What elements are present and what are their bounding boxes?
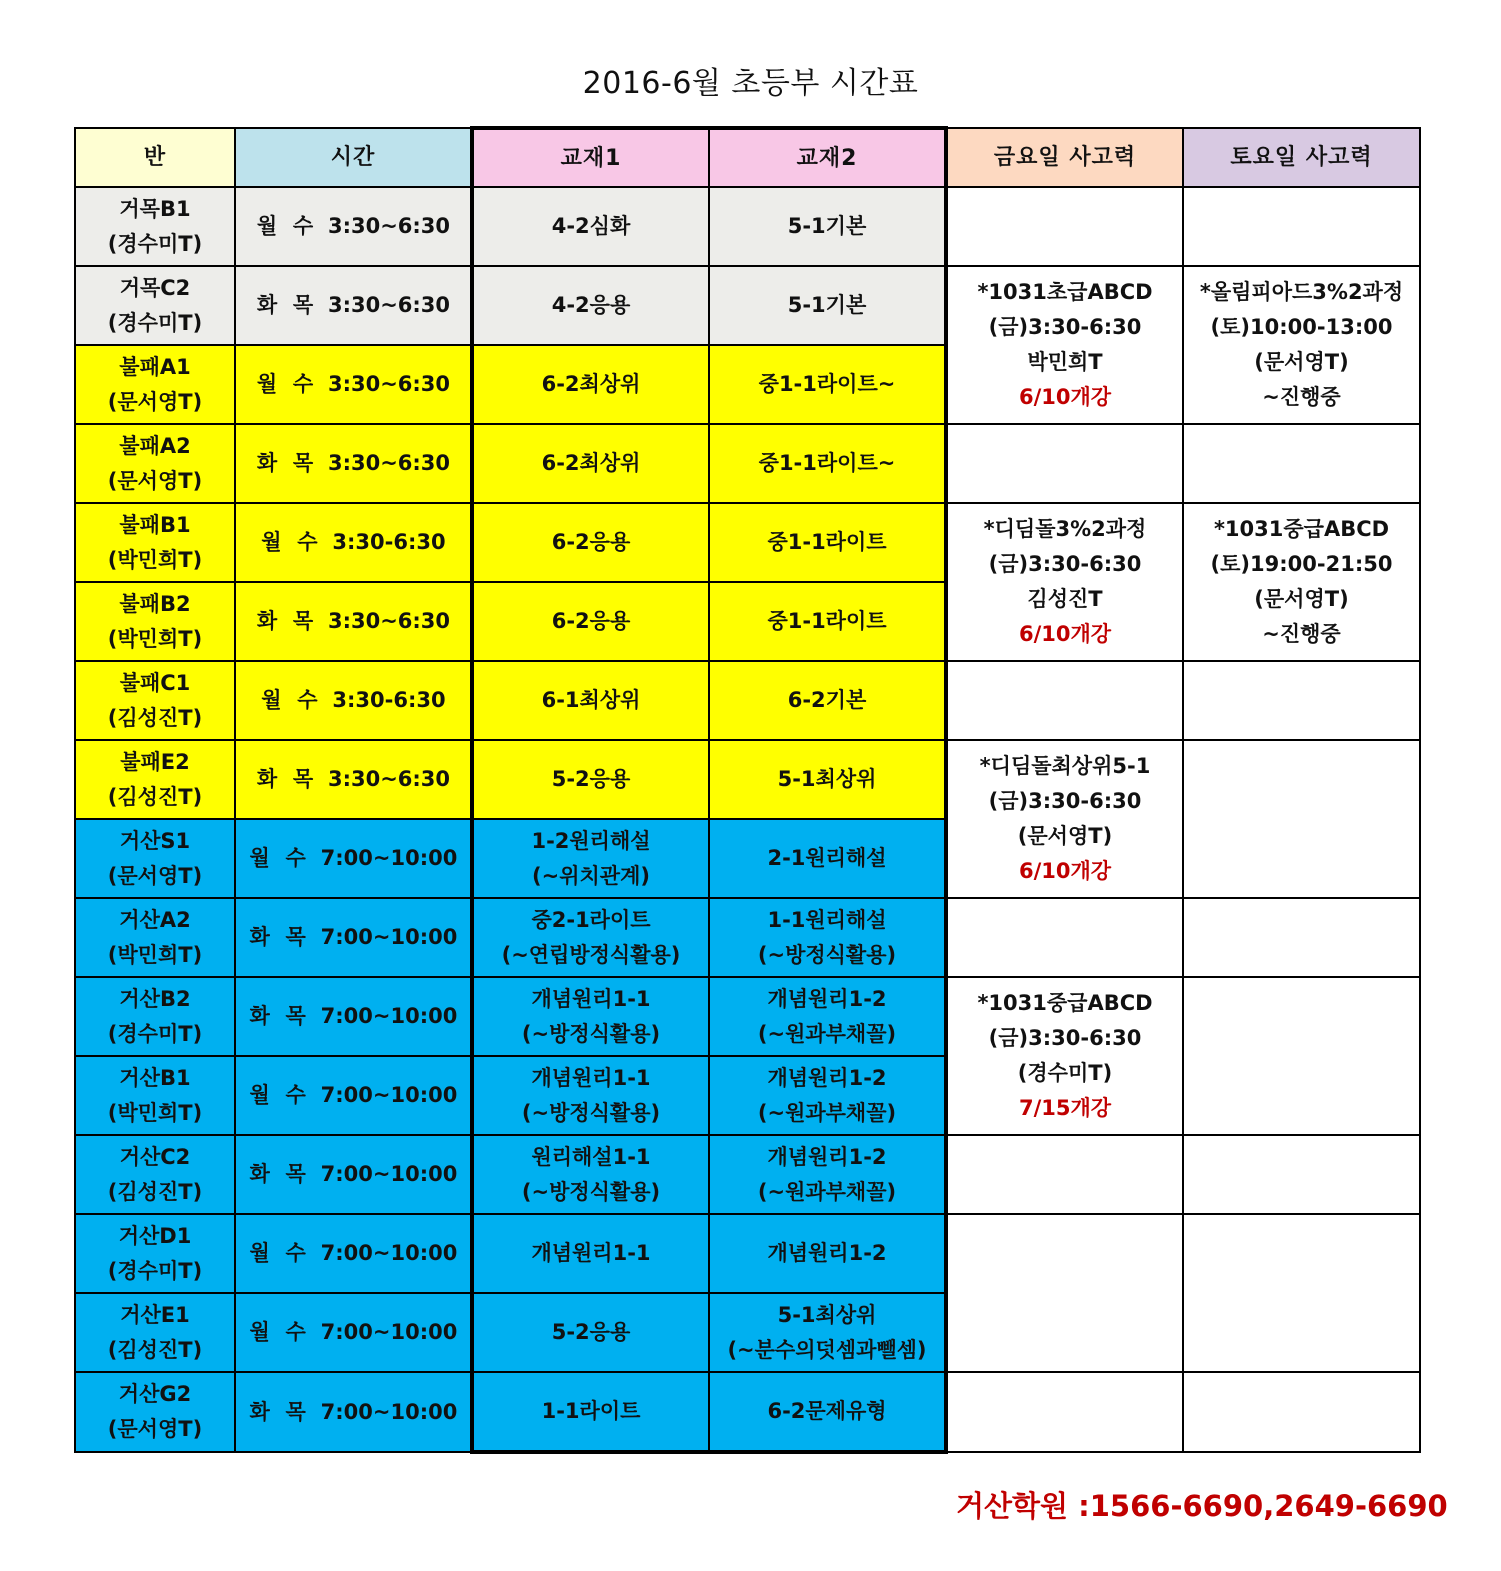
academy-contact: 거산학원 :1566-6690,2649-6690 (956, 1489, 1448, 1523)
book2-cell (709, 503, 946, 582)
time-cell (235, 1372, 472, 1452)
class-cell (75, 266, 235, 345)
book1-line: (~위치관계) (532, 863, 650, 888)
friday-cell (946, 1372, 1183, 1452)
book2-cell (709, 1372, 946, 1452)
day-label: 월 (261, 688, 282, 712)
day-label: 월 (249, 1241, 270, 1265)
time-range: 3:30~6:30 (327, 451, 451, 475)
friday-line: (금)3:30-6:30 (988, 552, 1142, 576)
day-label: 목 (292, 451, 314, 475)
day-label: 화 (256, 451, 278, 475)
day-label: 목 (292, 609, 314, 633)
header-class: 반 (75, 128, 235, 187)
friday-cell (946, 977, 1183, 1135)
schedule-row (75, 661, 1420, 740)
class-teacher: (문서영T) (107, 389, 203, 414)
time-range: 3:30-6:30 (332, 688, 446, 712)
book2-cell (709, 898, 946, 977)
class-cell (75, 345, 235, 424)
time-range: 7:00~10:00 (320, 1320, 458, 1344)
class-name: 불패B2 (119, 591, 191, 616)
book2-cell (709, 977, 946, 1056)
time-cell (235, 977, 472, 1056)
day-label: 수 (292, 214, 314, 238)
book1-line: 6-2응용 (551, 530, 631, 554)
header-saturday: 토요일 사고력 (1183, 128, 1420, 187)
book1-line: 4-2심화 (551, 214, 631, 238)
start-date-note: 7/15개강 (1018, 1096, 1112, 1120)
book2-line: 개념원리1-2 (767, 1065, 887, 1090)
class-name: 불패A2 (119, 433, 191, 458)
class-teacher: (경수미T) (107, 1258, 203, 1283)
book2-line: (~방정식활용) (757, 942, 897, 967)
day-label: 월 (249, 1320, 270, 1344)
schedule-row (75, 1214, 1420, 1293)
schedule-row (75, 898, 1420, 977)
schedule-row (75, 1372, 1420, 1452)
day-label: 화 (249, 925, 270, 949)
class-cell (75, 1372, 235, 1452)
class-teacher: (문서영T) (107, 863, 203, 888)
book2-cell (709, 1214, 946, 1293)
class-cell (75, 740, 235, 819)
friday-line: *1031초급ABCD (977, 280, 1153, 304)
time-range: 3:30~6:30 (327, 372, 451, 396)
day-label: 수 (285, 1320, 306, 1344)
time-range: 3:30~6:30 (327, 214, 451, 238)
class-cell (75, 1293, 235, 1372)
page-title: 2016-6월 초등부 시간표 (582, 66, 919, 101)
friday-cell (946, 503, 1183, 661)
friday-cell (946, 898, 1183, 977)
schedule-body (75, 187, 1420, 1452)
time-cell (235, 266, 472, 345)
book2-cell (709, 819, 946, 898)
book2-line: (~원과부채꼴) (757, 1100, 897, 1125)
book1-cell (472, 345, 709, 424)
book2-line: 5-1최상위 (777, 767, 877, 791)
book1-cell (472, 266, 709, 345)
friday-line: *디딤돌3%2과정 (983, 517, 1147, 541)
book1-line: 중2-1라이트 (531, 907, 651, 932)
class-cell (75, 819, 235, 898)
saturday-cell (1183, 740, 1420, 898)
day-label: 수 (297, 688, 318, 712)
class-teacher: (김성진T) (107, 705, 203, 730)
day-label: 월 (249, 1083, 270, 1107)
friday-line: *디딤돌최상위5-1 (979, 754, 1151, 778)
friday-cell (946, 740, 1183, 898)
book2-line: 중1-1라이트~ (758, 451, 896, 475)
class-teacher: (경수미T) (107, 310, 203, 335)
class-name: 거목B1 (119, 196, 191, 221)
class-name: 거산A2 (119, 907, 191, 932)
time-range: 7:00~10:00 (320, 925, 458, 949)
time-cell (235, 345, 472, 424)
friday-line: *1031중급ABCD (977, 991, 1153, 1015)
time-range: 7:00~10:00 (320, 1083, 458, 1107)
book1-line: (~방정식활용) (521, 1179, 661, 1204)
friday-line: (금)3:30-6:30 (988, 315, 1142, 339)
time-cell (235, 503, 472, 582)
time-cell (235, 898, 472, 977)
class-teacher: (김성진T) (107, 1179, 203, 1204)
class-name: 불패A1 (119, 354, 191, 379)
book2-line: 1-1원리해설 (767, 907, 887, 932)
time-range: 3:30-6:30 (332, 530, 446, 554)
day-label: 목 (285, 925, 306, 949)
book1-line: 6-2최상위 (541, 451, 641, 475)
time-cell (235, 1056, 472, 1135)
time-cell (235, 819, 472, 898)
book2-cell (709, 740, 946, 819)
book1-line: 개념원리1-1 (531, 1241, 651, 1265)
time-cell (235, 740, 472, 819)
book2-cell (709, 1056, 946, 1135)
book1-cell (472, 898, 709, 977)
friday-line: (경수미T) (1017, 1061, 1113, 1085)
book1-cell (472, 1214, 709, 1293)
book2-cell (709, 424, 946, 503)
schedule-row (75, 740, 1420, 819)
class-cell (75, 187, 235, 266)
saturday-line: (문서영T) (1254, 350, 1349, 374)
class-name: 불패E2 (120, 749, 190, 774)
time-cell (235, 582, 472, 661)
saturday-line: ~진행중 (1262, 385, 1341, 409)
book1-cell (472, 1056, 709, 1135)
book1-cell (472, 661, 709, 740)
book2-line: 중1-1라이트 (767, 609, 887, 633)
class-teacher: (경수미T) (107, 1021, 203, 1046)
class-name: 불패B1 (119, 512, 191, 537)
day-label: 수 (292, 372, 314, 396)
class-cell (75, 1056, 235, 1135)
time-range: 7:00~10:00 (320, 1004, 458, 1028)
class-cell (75, 898, 235, 977)
header-book1: 교재1 (472, 128, 709, 187)
book1-line: 5-2응용 (551, 767, 631, 791)
saturday-cell (1183, 898, 1420, 977)
book2-line: 6-2기본 (787, 688, 867, 712)
friday-line: (문서영T) (1017, 824, 1113, 848)
book1-line: 6-2최상위 (541, 372, 641, 396)
class-teacher: (문서영T) (107, 1417, 203, 1441)
class-teacher: (박민희T) (107, 942, 203, 967)
saturday-cell (1183, 977, 1420, 1135)
friday-cell (946, 266, 1183, 424)
header-row (75, 128, 1420, 187)
class-teacher: (문서영T) (107, 468, 203, 493)
book2-line: 2-1원리해설 (767, 846, 887, 870)
class-teacher: (박민희T) (107, 1100, 203, 1125)
saturday-line: (토)19:00-21:50 (1210, 552, 1393, 576)
day-label: 목 (292, 293, 314, 317)
time-cell (235, 1293, 472, 1372)
class-cell (75, 582, 235, 661)
class-name: 불패C1 (119, 670, 191, 695)
book2-line: 5-1기본 (787, 293, 867, 317)
book1-line: 5-2응용 (551, 1320, 631, 1344)
class-cell (75, 503, 235, 582)
book2-cell (709, 266, 946, 345)
day-label: 목 (285, 1004, 306, 1028)
class-name: 거목C2 (119, 275, 191, 300)
saturday-cell (1183, 503, 1420, 661)
class-name: 거산G2 (118, 1382, 192, 1406)
start-date-note: 6/10개강 (1018, 859, 1112, 883)
time-range: 7:00~10:00 (320, 1162, 458, 1186)
friday-line: 박민희T (1027, 350, 1103, 374)
book1-cell (472, 424, 709, 503)
class-teacher: (박민희T) (107, 547, 203, 572)
time-range: 7:00~10:00 (320, 1399, 458, 1424)
day-label: 목 (292, 767, 314, 791)
book2-line: 개념원리1-2 (767, 1241, 887, 1265)
class-cell (75, 1135, 235, 1214)
book2-line: 6-2문제유형 (767, 1399, 887, 1423)
saturday-line: *올림피아드3%2과정 (1199, 280, 1404, 304)
time-cell (235, 661, 472, 740)
day-label: 월 (256, 372, 278, 396)
saturday-line: (문서영T) (1254, 587, 1349, 611)
book1-cell (472, 819, 709, 898)
book1-line: (~연립방정식활용) (501, 942, 681, 967)
saturday-cell (1183, 1372, 1420, 1452)
book1-cell (472, 1293, 709, 1372)
book1-cell (472, 1135, 709, 1214)
header-friday: 금요일 사고력 (946, 128, 1183, 187)
day-label: 수 (285, 1083, 306, 1107)
time-cell (235, 1214, 472, 1293)
class-teacher: (김성진T) (107, 1337, 203, 1362)
book2-line: (~분수의덧셈과뺄셈) (727, 1337, 927, 1362)
class-name: 거산C2 (119, 1144, 191, 1169)
book2-line: 5-1최상위 (777, 1302, 877, 1327)
time-range: 7:00~10:00 (320, 1241, 458, 1265)
book2-line: (~원과부채꼴) (757, 1179, 897, 1204)
start-date-note: 6/10개강 (1018, 385, 1112, 409)
book1-line: 원리해설1-1 (531, 1144, 651, 1169)
time-range: 7:00~10:00 (320, 846, 458, 870)
book1-line: (~방정식활용) (521, 1021, 661, 1046)
schedule-table (74, 126, 1421, 1454)
friday-cell (946, 424, 1183, 503)
day-label: 수 (285, 1241, 306, 1265)
class-name: 거산S1 (119, 828, 191, 853)
book1-line: (~방정식활용) (521, 1100, 661, 1125)
day-label: 수 (297, 530, 318, 554)
schedule-row (75, 266, 1420, 345)
class-cell (75, 1214, 235, 1293)
time-cell (235, 1135, 472, 1214)
book1-cell (472, 187, 709, 266)
book1-line: 1-2원리해설 (531, 828, 651, 853)
schedule-row (75, 503, 1420, 582)
header-book2: 교재2 (709, 128, 946, 187)
day-label: 화 (256, 293, 278, 317)
book2-cell (709, 1293, 946, 1372)
day-label: 목 (285, 1162, 306, 1186)
book1-line: 6-1최상위 (541, 688, 641, 712)
book1-cell (472, 740, 709, 819)
day-label: 월 (256, 214, 278, 238)
header-time: 시간 (235, 128, 472, 187)
book2-cell (709, 661, 946, 740)
saturday-cell (1183, 1214, 1420, 1372)
friday-cell (946, 1214, 1183, 1372)
book1-line: 4-2응용 (551, 293, 631, 317)
day-label: 월 (261, 530, 282, 554)
day-label: 화 (256, 609, 278, 633)
book1-line: 1-1라이트 (541, 1399, 641, 1423)
time-range: 3:30~6:30 (327, 767, 451, 791)
schedule-row (75, 187, 1420, 266)
book2-line: 개념원리1-2 (767, 986, 887, 1011)
saturday-cell (1183, 424, 1420, 503)
class-cell (75, 977, 235, 1056)
book1-cell (472, 503, 709, 582)
start-date-note: 6/10개강 (1018, 622, 1112, 646)
book1-cell (472, 1372, 709, 1452)
saturday-cell (1183, 187, 1420, 266)
day-label: 화 (249, 1162, 270, 1186)
time-cell (235, 424, 472, 503)
class-cell (75, 661, 235, 740)
time-cell (235, 187, 472, 266)
schedule-row (75, 424, 1420, 503)
friday-line: (금)3:30-6:30 (988, 1026, 1142, 1050)
book1-line: 개념원리1-1 (531, 1065, 651, 1090)
time-range: 3:30~6:30 (327, 609, 451, 633)
book2-cell (709, 187, 946, 266)
class-teacher: (경수미T) (107, 231, 203, 256)
class-name: 거산B1 (119, 1065, 191, 1090)
class-name: 거산B2 (119, 986, 191, 1011)
book1-cell (472, 977, 709, 1056)
book2-line: 중1-1라이트 (767, 530, 887, 554)
day-label: 월 (249, 846, 270, 870)
day-label: 화 (256, 767, 278, 791)
friday-cell (946, 1135, 1183, 1214)
saturday-line: ~진행중 (1262, 622, 1341, 646)
book1-line: 개념원리1-1 (531, 986, 651, 1011)
book1-cell (472, 582, 709, 661)
friday-cell (946, 187, 1183, 266)
day-label: 수 (285, 846, 306, 870)
time-range: 3:30~6:30 (327, 293, 451, 317)
day-label: 화 (249, 1004, 270, 1028)
class-name: 거산D1 (118, 1223, 192, 1248)
class-teacher: (김성진T) (107, 784, 203, 809)
book2-line: 5-1기본 (787, 214, 867, 238)
book1-line: 6-2응용 (551, 609, 631, 633)
saturday-cell (1183, 661, 1420, 740)
friday-line: 김성진T (1027, 587, 1103, 611)
saturday-line: *1031중급ABCD (1213, 517, 1390, 541)
day-label: 화 (249, 1399, 270, 1424)
book2-cell (709, 345, 946, 424)
saturday-line: (토)10:00-13:00 (1210, 315, 1393, 339)
day-label: 목 (285, 1399, 306, 1424)
saturday-cell (1183, 1135, 1420, 1214)
book2-line: 중1-1라이트~ (758, 372, 896, 396)
book2-line: (~원과부채꼴) (757, 1021, 897, 1046)
saturday-cell (1183, 266, 1420, 424)
friday-line: (금)3:30-6:30 (988, 789, 1142, 813)
class-teacher: (박민희T) (107, 626, 203, 651)
book2-line: 개념원리1-2 (767, 1144, 887, 1169)
book2-cell (709, 1135, 946, 1214)
schedule-row (75, 1135, 1420, 1214)
book2-cell (709, 582, 946, 661)
class-name: 거산E1 (120, 1302, 190, 1327)
class-cell (75, 424, 235, 503)
schedule-row (75, 977, 1420, 1056)
friday-cell (946, 661, 1183, 740)
